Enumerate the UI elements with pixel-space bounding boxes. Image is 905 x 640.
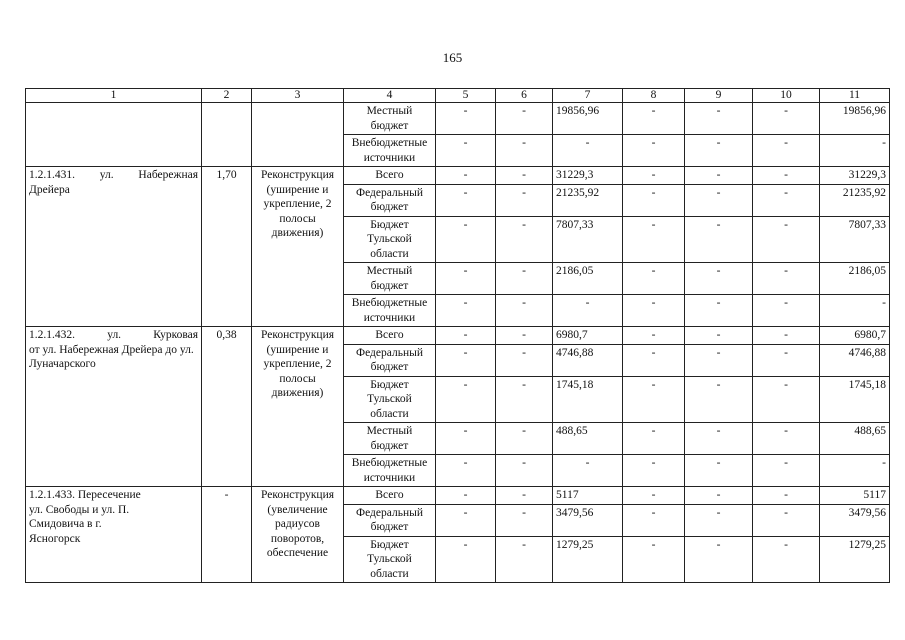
cell: - — [623, 103, 685, 135]
cell: - — [685, 504, 753, 536]
cell: - — [553, 295, 623, 327]
cell: - — [685, 536, 753, 583]
length-cell — [202, 103, 252, 167]
cell: - — [820, 455, 890, 487]
source-cell: Всего — [344, 327, 436, 345]
cell: - — [436, 376, 496, 423]
cell: - — [685, 263, 753, 295]
col-header: 9 — [685, 89, 753, 103]
cell: - — [753, 103, 820, 135]
cell: - — [496, 216, 553, 263]
cell: - — [820, 295, 890, 327]
cell: - — [496, 327, 553, 345]
source-cell: Всего — [344, 167, 436, 185]
col-header: 11 — [820, 89, 890, 103]
cell: - — [623, 536, 685, 583]
cell: - — [496, 455, 553, 487]
cell: - — [553, 455, 623, 487]
cell: - — [496, 504, 553, 536]
cell: - — [753, 376, 820, 423]
source-cell: Бюджет Тульской области — [344, 536, 436, 583]
source-cell: Всего — [344, 487, 436, 505]
cell: - — [685, 327, 753, 345]
object-name: Дрейера — [29, 183, 70, 196]
object-cell — [26, 167, 202, 327]
cell: - — [685, 344, 753, 376]
cell: 4746,88 — [553, 344, 623, 376]
work-cell: Реконструкция (уширение и укрепление, 2 полосы движения) — [252, 327, 344, 487]
cell: - — [623, 327, 685, 345]
col-header: 7 — [553, 89, 623, 103]
source-cell: Бюджет Тульской области — [344, 216, 436, 263]
cell: - — [623, 344, 685, 376]
source-cell: Внебюджетные источники — [344, 295, 436, 327]
cell: - — [753, 487, 820, 505]
cell: - — [436, 344, 496, 376]
length-cell: 0,38 — [202, 327, 252, 487]
cell: 1745,18 — [553, 376, 623, 423]
cell: 19856,96 — [553, 103, 623, 135]
cell: - — [685, 423, 753, 455]
cell: 1279,25 — [820, 536, 890, 583]
source-cell: Местный бюджет — [344, 103, 436, 135]
cell: 2186,05 — [553, 263, 623, 295]
table-row — [26, 487, 890, 505]
cell: - — [436, 536, 496, 583]
work-cell — [252, 103, 344, 167]
cell: - — [436, 103, 496, 135]
cell: 3479,56 — [820, 504, 890, 536]
cell: - — [623, 263, 685, 295]
cell: - — [436, 455, 496, 487]
object-name: ул. Свободы и ул. П. Смидовича в г. Ясногорск — [29, 503, 130, 545]
cell: - — [436, 504, 496, 536]
cell: 31229,3 — [553, 167, 623, 185]
source-cell: Местный бюджет — [344, 263, 436, 295]
source-cell: Федеральный бюджет — [344, 344, 436, 376]
cell: 31229,3 — [820, 167, 890, 185]
source-cell: Федеральный бюджет — [344, 184, 436, 216]
cell: - — [496, 103, 553, 135]
cell: - — [685, 103, 753, 135]
work-cell: Реконструкция (уширение и укрепление, 2 полосы движения) — [252, 167, 344, 327]
cell: - — [436, 295, 496, 327]
cell: - — [685, 376, 753, 423]
cell: - — [753, 216, 820, 263]
work-cell: Реконструкция (увеличение радиусов поворотов, обеспечение — [252, 487, 344, 583]
cell: - — [753, 184, 820, 216]
cell: - — [685, 295, 753, 327]
cell: - — [623, 167, 685, 185]
cell: - — [623, 184, 685, 216]
table-row — [26, 167, 890, 185]
col-header: 3 — [252, 89, 344, 103]
table-row — [26, 103, 890, 135]
cell: 6980,7 — [820, 327, 890, 345]
cell: - — [685, 135, 753, 167]
cell: - — [436, 184, 496, 216]
cell: - — [623, 216, 685, 263]
table-row — [26, 327, 890, 345]
cell: - — [623, 376, 685, 423]
cell: - — [753, 327, 820, 345]
cell: - — [496, 376, 553, 423]
cell: - — [753, 295, 820, 327]
cell: - — [436, 216, 496, 263]
cell: 488,65 — [553, 423, 623, 455]
source-cell: Бюджет Тульской области — [344, 376, 436, 423]
cell: - — [436, 263, 496, 295]
cell: 4746,88 — [820, 344, 890, 376]
cell: - — [623, 455, 685, 487]
cell: 21235,92 — [820, 184, 890, 216]
length-cell: - — [202, 487, 252, 583]
cell: - — [496, 487, 553, 505]
cell: - — [753, 504, 820, 536]
cell: 7807,33 — [820, 216, 890, 263]
cell: - — [496, 184, 553, 216]
col-header: 10 — [753, 89, 820, 103]
cell: - — [496, 536, 553, 583]
cell: - — [753, 536, 820, 583]
source-cell: Федеральный бюджет — [344, 504, 436, 536]
cell: - — [685, 167, 753, 185]
cell: - — [753, 135, 820, 167]
budget-table — [25, 88, 890, 583]
cell: - — [496, 295, 553, 327]
cell: - — [753, 263, 820, 295]
cell: 1745,18 — [820, 376, 890, 423]
cell: - — [496, 423, 553, 455]
object-cell — [26, 327, 202, 487]
length-cell: 1,70 — [202, 167, 252, 327]
object-cell — [26, 103, 202, 167]
cell: - — [685, 216, 753, 263]
cell: 5117 — [820, 487, 890, 505]
cell: - — [436, 327, 496, 345]
cell: - — [753, 423, 820, 455]
cell: 5117 — [553, 487, 623, 505]
cell: 3479,56 — [553, 504, 623, 536]
source-cell: Внебюджетные источники — [344, 135, 436, 167]
cell: - — [753, 455, 820, 487]
cell: - — [496, 263, 553, 295]
cell: - — [753, 344, 820, 376]
col-header: 6 — [496, 89, 553, 103]
cell: - — [436, 135, 496, 167]
cell: - — [623, 135, 685, 167]
cell: 6980,7 — [553, 327, 623, 345]
source-cell: Внебюджетные источники — [344, 455, 436, 487]
cell: - — [685, 184, 753, 216]
cell: - — [436, 167, 496, 185]
col-header: 8 — [623, 89, 685, 103]
col-header: 1 — [26, 89, 202, 103]
cell: - — [623, 295, 685, 327]
cell: - — [436, 487, 496, 505]
page-number: 165 — [442, 50, 463, 65]
cell: - — [685, 487, 753, 505]
cell: - — [753, 167, 820, 185]
cell: - — [685, 455, 753, 487]
cell: - — [496, 344, 553, 376]
cell: 2186,05 — [820, 263, 890, 295]
header-row — [26, 89, 890, 103]
object-code: 1.2.1.433. Пересечение — [29, 489, 141, 501]
object-code: 1.2.1.432. ул. Курковая — [29, 329, 198, 341]
cell: - — [820, 135, 890, 167]
cell: - — [496, 167, 553, 185]
cell: - — [623, 504, 685, 536]
cell: - — [623, 487, 685, 505]
col-header: 5 — [436, 89, 496, 103]
cell: 19856,96 — [820, 103, 890, 135]
object-code: 1.2.1.431. ул. Набережная — [29, 169, 198, 181]
cell: 21235,92 — [553, 184, 623, 216]
col-header: 4 — [344, 89, 436, 103]
cell: 7807,33 — [553, 216, 623, 263]
cell: 488,65 — [820, 423, 890, 455]
col-header: 2 — [202, 89, 252, 103]
object-cell — [26, 487, 202, 583]
cell: - — [496, 135, 553, 167]
object-name: от ул. Набережная Дрейера до ул. Луначарского — [29, 343, 194, 370]
cell: 1279,25 — [553, 536, 623, 583]
cell: - — [553, 135, 623, 167]
cell: - — [436, 423, 496, 455]
cell: - — [623, 423, 685, 455]
source-cell: Местный бюджет — [344, 423, 436, 455]
